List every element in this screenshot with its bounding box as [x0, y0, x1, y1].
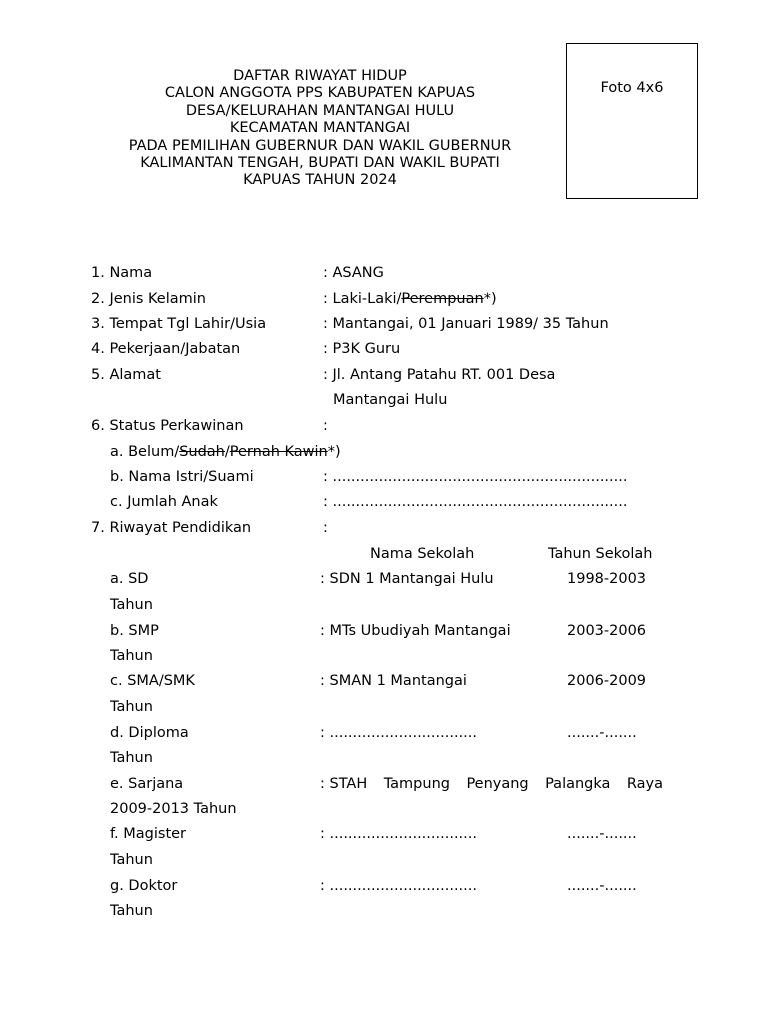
sma-label: c. SMA/SMK: [110, 673, 195, 689]
magister-school: : ................................: [320, 826, 477, 842]
title-line: DAFTAR RIWAYAT HIDUP: [233, 68, 407, 84]
jenis-kelamin-label: 2. Jenis Kelamin: [91, 291, 206, 307]
smp-label: b. SMP: [110, 623, 159, 639]
jenis-kelamin-option: : Laki-Laki/: [323, 291, 402, 307]
status-option-a: [110, 443, 341, 461]
sarjana-year: 2009-2013 Tahun: [110, 801, 237, 817]
diploma-school: : ................................: [320, 725, 477, 741]
nama-label: 1. Nama: [91, 265, 153, 281]
pendidikan-label: 7. Riwayat Pendidikan: [91, 520, 252, 536]
sma-school: : SMAN 1 Mantangai: [320, 673, 467, 689]
magister-year: .......-.......: [567, 826, 637, 842]
footnote-mark: *): [327, 444, 341, 460]
sarjana-school-word: : STAH: [320, 776, 368, 792]
jenis-kelamin-value: [323, 290, 497, 308]
title-line: KECAMATAN MANTANGAI: [229, 120, 411, 137]
ttl-label: 3. Tempat Tgl Lahir/Usia: [91, 316, 267, 332]
tahun-label: Tahun: [110, 903, 153, 919]
sd-school: : SDN 1 Mantangai Hulu: [320, 571, 494, 587]
sarjana-label: e. Sarjana: [110, 776, 184, 792]
alamat-value: : Jl. Antang Patahu RT. 001 Desa: [323, 367, 556, 383]
jumlah-anak-value: : ................................................................: [323, 494, 628, 510]
sarjana-school-word: Tampung: [383, 776, 450, 792]
pasangan-value: : ................................................................: [323, 469, 628, 485]
doktor-label: g. Doktor: [110, 878, 178, 894]
status-perkawinan-label: 6. Status Perkawinan: [91, 418, 244, 434]
sd-year: 1998-2003: [567, 571, 647, 587]
magister-label: f. Magister: [110, 826, 187, 842]
doktor-year: .......-.......: [567, 878, 637, 894]
status-option: a. Belum/: [110, 444, 180, 460]
footnote-mark: *): [483, 291, 497, 307]
ttl-value: : Mantangai, 01 Januari 1989/ 35 Tahun: [323, 316, 609, 332]
status-struck-option: Pernah Kawin: [229, 444, 328, 460]
photo-label: Foto 4x6: [600, 80, 664, 96]
title-line: CALON ANGGOTA PPS KABUPATEN KAPUAS: [164, 85, 476, 102]
tahun-label: Tahun: [110, 648, 153, 664]
tahun-label: Tahun: [110, 852, 153, 868]
smp-school: : MTs Ubudiyah Mantangai: [320, 623, 511, 639]
sarjana-school-word: Palangka: [545, 776, 611, 792]
sarjana-school-word: Penyang: [466, 776, 529, 792]
alamat-label: 5. Alamat: [91, 367, 161, 383]
pekerjaan-label: 4. Pekerjaan/Jabatan: [91, 341, 241, 357]
title-line: KALIMANTAN TENGAH, BUPATI DAN WAKIL BUPATI: [140, 155, 500, 172]
jumlah-anak-label: c. Jumlah Anak: [110, 494, 218, 510]
pendidikan-colon: :: [323, 520, 328, 536]
doktor-school: : ................................: [320, 878, 477, 894]
diploma-label: d. Diploma: [110, 725, 189, 741]
smp-year: 2003-2006: [567, 623, 647, 639]
status-separator: /: [224, 444, 230, 460]
status-perkawinan-colon: :: [323, 418, 328, 434]
diploma-year: .......-.......: [567, 725, 637, 741]
sd-label: a. SD: [110, 571, 149, 587]
nama-value: : ASANG: [323, 265, 384, 281]
photo-box: [566, 43, 698, 199]
sarjana-school-word: Raya: [626, 776, 663, 792]
alamat-value-continued: Mantangai Hulu: [333, 392, 448, 408]
pekerjaan-value: : P3K Guru: [323, 341, 401, 357]
tahun-label: Tahun: [110, 699, 153, 715]
column-header-school: Nama Sekolah: [370, 546, 475, 562]
title-line: DESA/KELURAHAN MANTANGAI HULU: [185, 102, 455, 119]
status-struck-option: Sudah: [179, 444, 225, 460]
pasangan-label: b. Nama Istri/Suami: [110, 469, 254, 485]
column-header-year: Tahun Sekolah: [548, 546, 653, 562]
jenis-kelamin-struck-option: Perempuan: [401, 291, 484, 307]
document-title: [90, 68, 550, 190]
tahun-label: Tahun: [110, 750, 153, 766]
sarjana-school: [320, 775, 663, 793]
title-line: KAPUAS TAHUN 2024: [243, 172, 397, 189]
title-line: PADA PEMILIHAN GUBERNUR DAN WAKIL GUBERNUR: [128, 137, 512, 154]
sma-year: 2006-2009: [567, 673, 647, 689]
tahun-label: Tahun: [110, 597, 153, 613]
